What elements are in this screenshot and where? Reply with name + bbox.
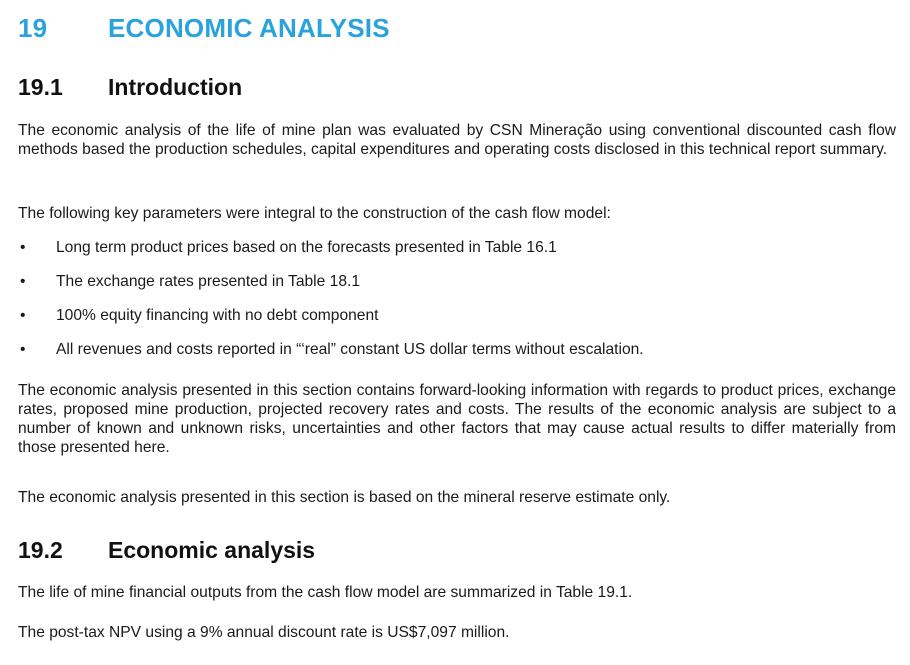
list-item-text: All revenues and costs reported in “‘real” constant US dollar terms without escalation. <box>56 341 644 358</box>
intro-paragraph-2: The following key parameters were integral to the construction of the cash flow model: <box>18 205 611 222</box>
bullet-icon: • <box>20 341 26 358</box>
bullet-icon: • <box>20 273 26 290</box>
subsection-heading-introduction <box>18 74 242 101</box>
bullet-icon: • <box>20 307 26 324</box>
intro-paragraph-3: The economic analysis presented in this section contains forward-looking information with regards to product prices, exchange rates, proposed mine production, projected recovery rates and costs. The results of the economic analysis are subject to a number of known and unknown risks, uncertainties and other factors that may cause actual results to differ materially from those presented here. <box>18 382 896 456</box>
intro-paragraph-1: The economic analysis of the life of mine plan was evaluated by CSN Mineração using conventional discounted cash flow methods based the production schedules, capital expenditures and operating costs disclosed in this technical report summary. <box>18 122 896 158</box>
section-number: 19 <box>18 13 48 43</box>
section-title: ECONOMIC ANALYSIS <box>108 13 390 43</box>
subsection-title: Introduction <box>108 74 243 100</box>
subsection-heading-economic-analysis <box>18 537 315 564</box>
list-item-text: 100% equity financing with no debt component <box>56 307 379 324</box>
subsection-number: 19.1 <box>18 74 63 100</box>
subsection-number: 19.2 <box>18 537 63 563</box>
econ-paragraph-2: The post-tax NPV using a 9% annual discount rate is US$7,097 million. <box>18 624 510 641</box>
econ-paragraph-1: The life of mine financial outputs from the cash flow model are summarized in Table 19.1. <box>18 584 633 601</box>
intro-paragraph-4: The economic analysis presented in this section is based on the mineral reserve estimate only. <box>18 489 671 506</box>
list-item-text: Long term product prices based on the forecasts presented in Table 16.1 <box>56 239 557 256</box>
subsection-title: Economic analysis <box>108 537 316 563</box>
section-heading <box>18 13 390 44</box>
list-item-text: The exchange rates presented in Table 18.1 <box>56 273 361 290</box>
bullet-icon: • <box>20 239 26 256</box>
